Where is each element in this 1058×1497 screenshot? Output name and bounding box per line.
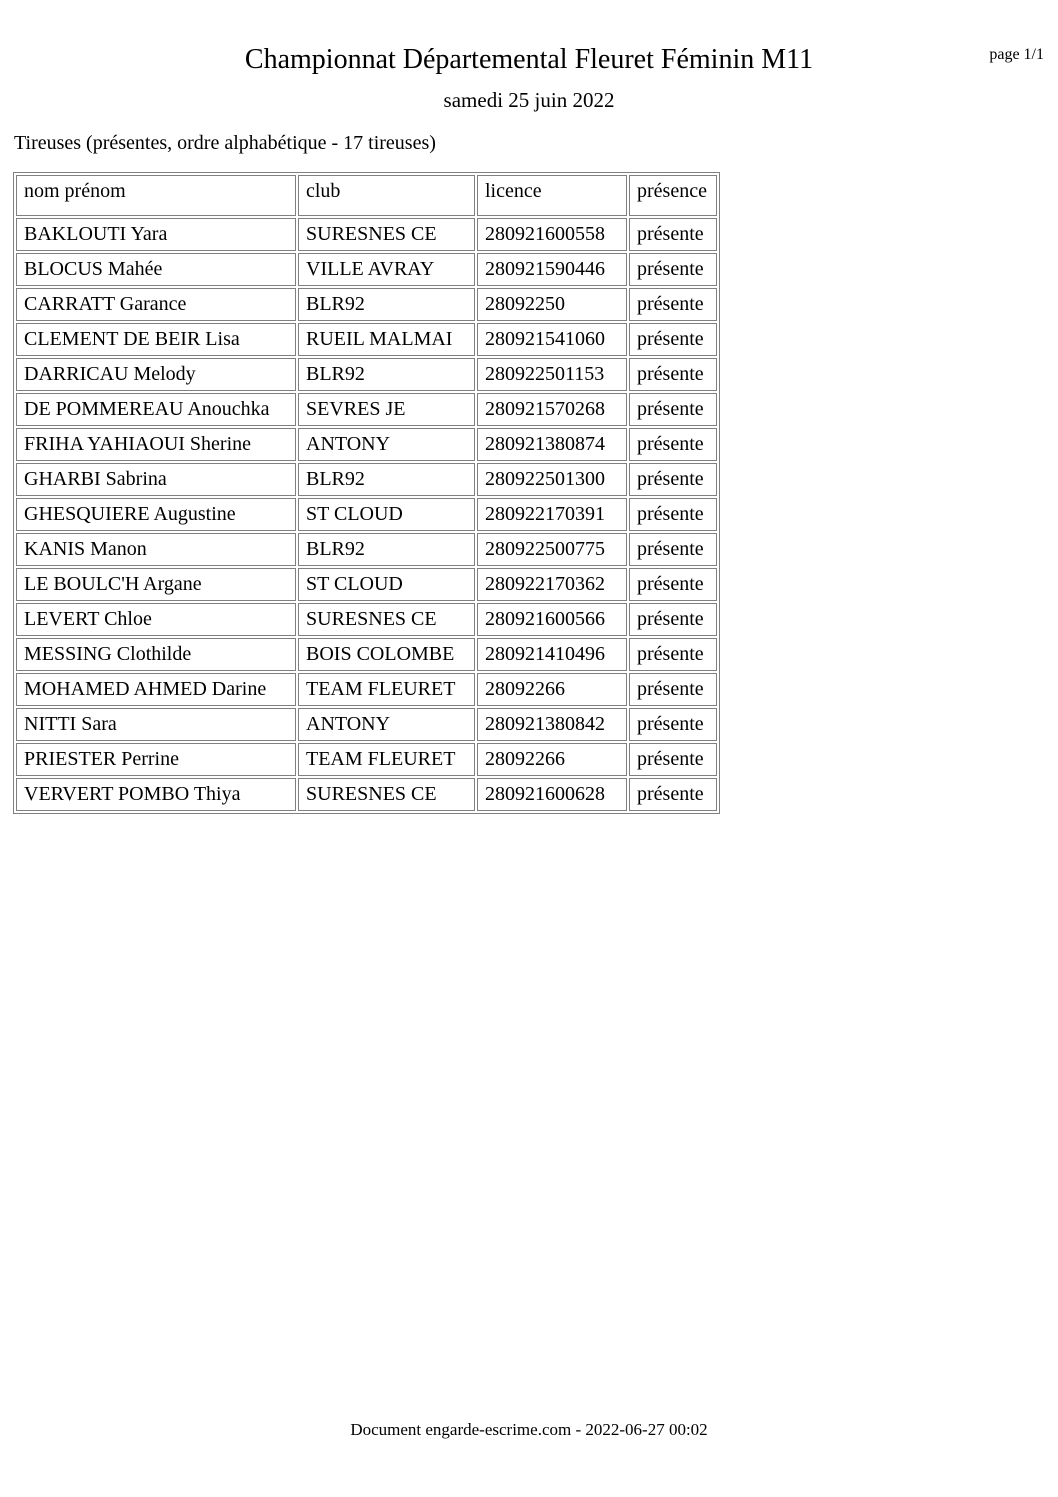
cell-licence: 28092266 bbox=[477, 743, 627, 776]
table-row bbox=[16, 288, 717, 321]
cell-name: MOHAMED AHMED Darine bbox=[16, 673, 296, 706]
cell-name: MESSING Clothilde bbox=[16, 638, 296, 671]
cell-presence: présente bbox=[629, 253, 717, 286]
table-row bbox=[16, 638, 717, 671]
header-cell-club: club bbox=[298, 175, 475, 216]
cell-name: DARRICAU Melody bbox=[16, 358, 296, 391]
cell-club: BOIS COLOMBE bbox=[298, 638, 475, 671]
cell-club: BLR92 bbox=[298, 463, 475, 496]
cell-presence: présente bbox=[629, 428, 717, 461]
cell-presence: présente bbox=[629, 743, 717, 776]
cell-club: ST CLOUD bbox=[298, 568, 475, 601]
footer-note: Document engarde-escrime.com - 2022-06-27 00:02 bbox=[350, 1420, 708, 1439]
cell-club: ANTONY bbox=[298, 708, 475, 741]
cell-licence: 280921380874 bbox=[477, 428, 627, 461]
cell-licence: 28092266 bbox=[477, 673, 627, 706]
cell-name: CARRATT Garance bbox=[16, 288, 296, 321]
cell-licence: 280922170362 bbox=[477, 568, 627, 601]
cell-name: NITTI Sara bbox=[16, 708, 296, 741]
roster-table-header-row bbox=[16, 175, 717, 216]
table-row bbox=[16, 743, 717, 776]
cell-presence: présente bbox=[629, 708, 717, 741]
cell-presence: présente bbox=[629, 323, 717, 356]
cell-club: SURESNES CE bbox=[298, 218, 475, 251]
cell-presence: présente bbox=[629, 568, 717, 601]
header-cell-licence: licence bbox=[477, 175, 627, 216]
cell-presence: présente bbox=[629, 533, 717, 566]
table-row bbox=[16, 393, 717, 426]
cell-club: SURESNES CE bbox=[298, 603, 475, 636]
page-title: Championnat Départemental Fleuret Féminin M11 bbox=[244, 44, 814, 75]
event-date: samedi 25 juin 2022 bbox=[443, 88, 615, 112]
cell-presence: présente bbox=[629, 603, 717, 636]
section-heading: Tireuses (présentes, ordre alphabétique - 17 tireuses) bbox=[14, 132, 436, 154]
cell-name: LEVERT Chloe bbox=[16, 603, 296, 636]
cell-club: SURESNES CE bbox=[298, 778, 475, 811]
cell-name: LE BOULC'H Argane bbox=[16, 568, 296, 601]
cell-name: CLEMENT DE BEIR Lisa bbox=[16, 323, 296, 356]
cell-club: BLR92 bbox=[298, 288, 475, 321]
cell-presence: présente bbox=[629, 393, 717, 426]
cell-licence: 280921570268 bbox=[477, 393, 627, 426]
cell-licence: 280921590446 bbox=[477, 253, 627, 286]
header-cell-name: nom prénom bbox=[16, 175, 296, 216]
cell-club: BLR92 bbox=[298, 533, 475, 566]
table-row bbox=[16, 218, 717, 251]
table-row bbox=[16, 358, 717, 391]
cell-club: VILLE AVRAY bbox=[298, 253, 475, 286]
cell-licence: 280921541060 bbox=[477, 323, 627, 356]
cell-presence: présente bbox=[629, 358, 717, 391]
table-row bbox=[16, 253, 717, 286]
cell-licence: 280921600558 bbox=[477, 218, 627, 251]
table-row bbox=[16, 323, 717, 356]
table-row bbox=[16, 568, 717, 601]
cell-licence: 280922501300 bbox=[477, 463, 627, 496]
cell-club: ST CLOUD bbox=[298, 498, 475, 531]
cell-name: BLOCUS Mahée bbox=[16, 253, 296, 286]
cell-licence: 280922501153 bbox=[477, 358, 627, 391]
table-row bbox=[16, 533, 717, 566]
table-row bbox=[16, 778, 717, 811]
cell-licence: 28092250 bbox=[477, 288, 627, 321]
cell-name: KANIS Manon bbox=[16, 533, 296, 566]
header-cell-presence: présence bbox=[629, 175, 717, 216]
cell-name: GHESQUIERE Augustine bbox=[16, 498, 296, 531]
table-row bbox=[16, 603, 717, 636]
table-row bbox=[16, 708, 717, 741]
cell-name: FRIHA YAHIAOUI Sherine bbox=[16, 428, 296, 461]
cell-licence: 280921380842 bbox=[477, 708, 627, 741]
table-row bbox=[16, 463, 717, 496]
cell-club: SEVRES JE bbox=[298, 393, 475, 426]
table-row bbox=[16, 673, 717, 706]
cell-presence: présente bbox=[629, 638, 717, 671]
roster-table-body bbox=[16, 218, 717, 811]
cell-club: TEAM FLEURET bbox=[298, 743, 475, 776]
cell-name: DE POMMEREAU Anouchka bbox=[16, 393, 296, 426]
cell-presence: présente bbox=[629, 288, 717, 321]
cell-club: BLR92 bbox=[298, 358, 475, 391]
cell-name: BAKLOUTI Yara bbox=[16, 218, 296, 251]
cell-presence: présente bbox=[629, 498, 717, 531]
cell-club: ANTONY bbox=[298, 428, 475, 461]
cell-licence: 280922500775 bbox=[477, 533, 627, 566]
table-row bbox=[16, 498, 717, 531]
page-indicator: page 1/1 bbox=[989, 46, 1044, 63]
cell-club: RUEIL MALMAI bbox=[298, 323, 475, 356]
cell-name: VERVERT POMBO Thiya bbox=[16, 778, 296, 811]
cell-presence: présente bbox=[629, 778, 717, 811]
roster-table-header bbox=[16, 175, 717, 216]
cell-name: PRIESTER Perrine bbox=[16, 743, 296, 776]
roster-table bbox=[13, 172, 720, 814]
cell-club: TEAM FLEURET bbox=[298, 673, 475, 706]
cell-licence: 280921600566 bbox=[477, 603, 627, 636]
cell-licence: 280921600628 bbox=[477, 778, 627, 811]
table-row bbox=[16, 428, 717, 461]
cell-presence: présente bbox=[629, 463, 717, 496]
cell-presence: présente bbox=[629, 218, 717, 251]
cell-licence: 280921410496 bbox=[477, 638, 627, 671]
cell-licence: 280922170391 bbox=[477, 498, 627, 531]
cell-name: GHARBI Sabrina bbox=[16, 463, 296, 496]
cell-presence: présente bbox=[629, 673, 717, 706]
